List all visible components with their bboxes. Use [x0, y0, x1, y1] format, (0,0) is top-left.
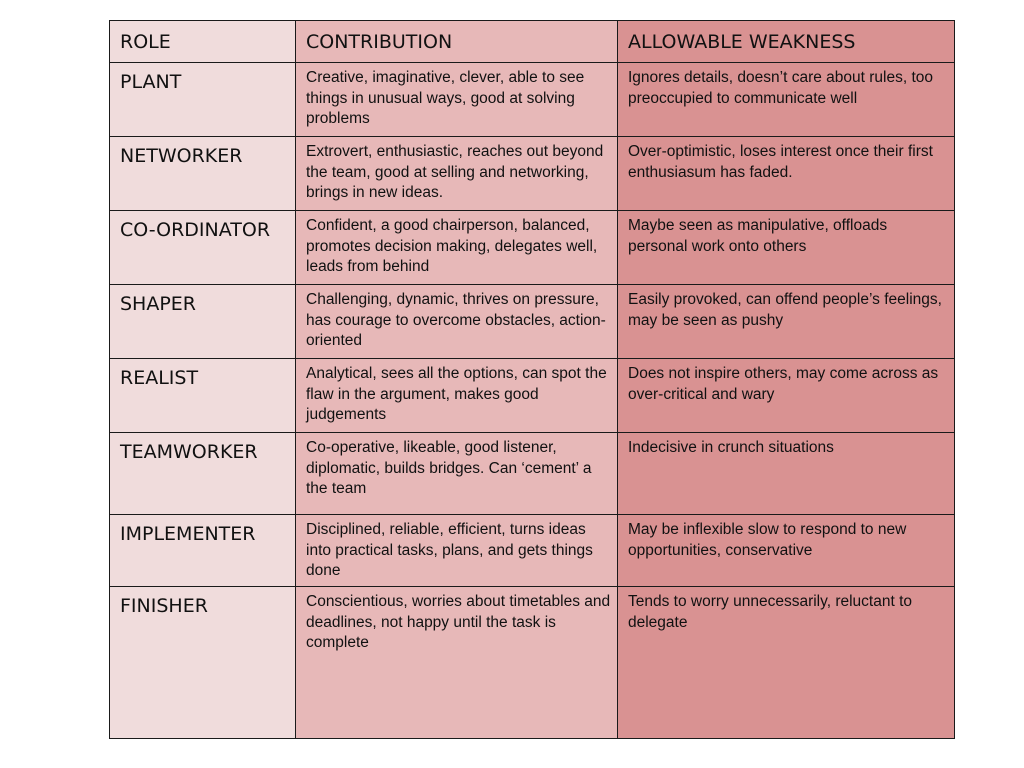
contribution-cell: [296, 433, 618, 515]
contribution-cell: [296, 515, 618, 587]
role-name: CO-ORDINATOR: [120, 219, 271, 241]
role-cell: [110, 433, 296, 515]
weakness-cell: [618, 63, 955, 137]
role-name: PLANT: [120, 71, 182, 93]
table-header-row: [110, 21, 955, 63]
role-cell: [110, 587, 296, 739]
weakness-cell: [618, 285, 955, 359]
weakness-cell: [618, 137, 955, 211]
role-name: TEAMWORKER: [120, 441, 258, 463]
weakness-cell: [618, 587, 955, 739]
weakness-text: Maybe seen as manipulative, offloads personal work onto others: [628, 217, 888, 255]
weakness-cell: [618, 515, 955, 587]
role-name: NETWORKER: [120, 145, 243, 167]
role-cell: [110, 137, 296, 211]
table-row: [110, 285, 955, 359]
header-cell-weakness: [618, 21, 955, 63]
role-cell: [110, 285, 296, 359]
contribution-cell: [296, 587, 618, 739]
table-row: [110, 587, 955, 739]
weakness-cell: [618, 359, 955, 433]
role-name: IMPLEMENTER: [120, 523, 256, 545]
role-name: REALIST: [120, 367, 199, 389]
table-row: [110, 515, 955, 587]
contribution-text: Co-operative, likeable, good listener, diplomatic, builds bridges. Can ‘cement’ a the team: [306, 439, 592, 497]
role-name: SHAPER: [120, 293, 197, 315]
header-weakness-label: ALLOWABLE WEAKNESS: [628, 31, 856, 53]
role-name: FINISHER: [120, 595, 208, 617]
contribution-text: Disciplined, reliable, efficient, turns ideas into practical tasks, plans, and gets things done: [306, 521, 593, 579]
header-cell-role: [110, 21, 296, 63]
team-roles-table: [109, 20, 955, 739]
weakness-text: May be inflexible slow to respond to new opportunities, conservative: [628, 521, 907, 559]
table-row: [110, 63, 955, 137]
weakness-cell: [618, 211, 955, 285]
contribution-cell: [296, 359, 618, 433]
contribution-text: Creative, imaginative, clever, able to see things in unusual ways, good at solving problems: [306, 69, 585, 127]
weakness-text: Ignores details, doesn’t care about rules, too preoccupied to communicate well: [628, 69, 934, 107]
contribution-cell: [296, 285, 618, 359]
contribution-cell: [296, 63, 618, 137]
contribution-text: Confident, a good chairperson, balanced, promotes decision making, delegates well, leads from behind: [306, 217, 598, 275]
weakness-text: Over-optimistic, loses interest once their first enthusiasum has faded.: [628, 143, 933, 181]
weakness-text: Indecisive in crunch situations: [628, 439, 834, 456]
role-cell: [110, 63, 296, 137]
header-cell-contribution: [296, 21, 618, 63]
role-cell: [110, 515, 296, 587]
weakness-text: Easily provoked, can offend people’s feelings, may be seen as pushy: [628, 291, 942, 329]
role-cell: [110, 211, 296, 285]
weakness-text: Does not inspire others, may come across as over-critical and wary: [628, 365, 939, 403]
weakness-cell: [618, 433, 955, 515]
contribution-text: Challenging, dynamic, thrives on pressure, has courage to overcome obstacles, action-oriented: [306, 291, 606, 349]
header-contribution-label: CONTRIBUTION: [306, 31, 453, 53]
table-row: [110, 433, 955, 515]
weakness-text: Tends to worry unnecessarily, reluctant to delegate: [628, 593, 913, 631]
contribution-text: Extrovert, enthusiastic, reaches out beyond the team, good at selling and networking, brings in new ideas.: [306, 143, 604, 201]
header-role-label: ROLE: [120, 31, 171, 53]
contribution-cell: [296, 211, 618, 285]
role-cell: [110, 359, 296, 433]
contribution-cell: [296, 137, 618, 211]
table-row: [110, 137, 955, 211]
contribution-text: Analytical, sees all the options, can spot the flaw in the argument, makes good judgements: [306, 365, 607, 423]
table-row: [110, 359, 955, 433]
contribution-text: Conscientious, worries about timetables and deadlines, not happy until the task is complete: [306, 593, 611, 651]
table-row: [110, 211, 955, 285]
